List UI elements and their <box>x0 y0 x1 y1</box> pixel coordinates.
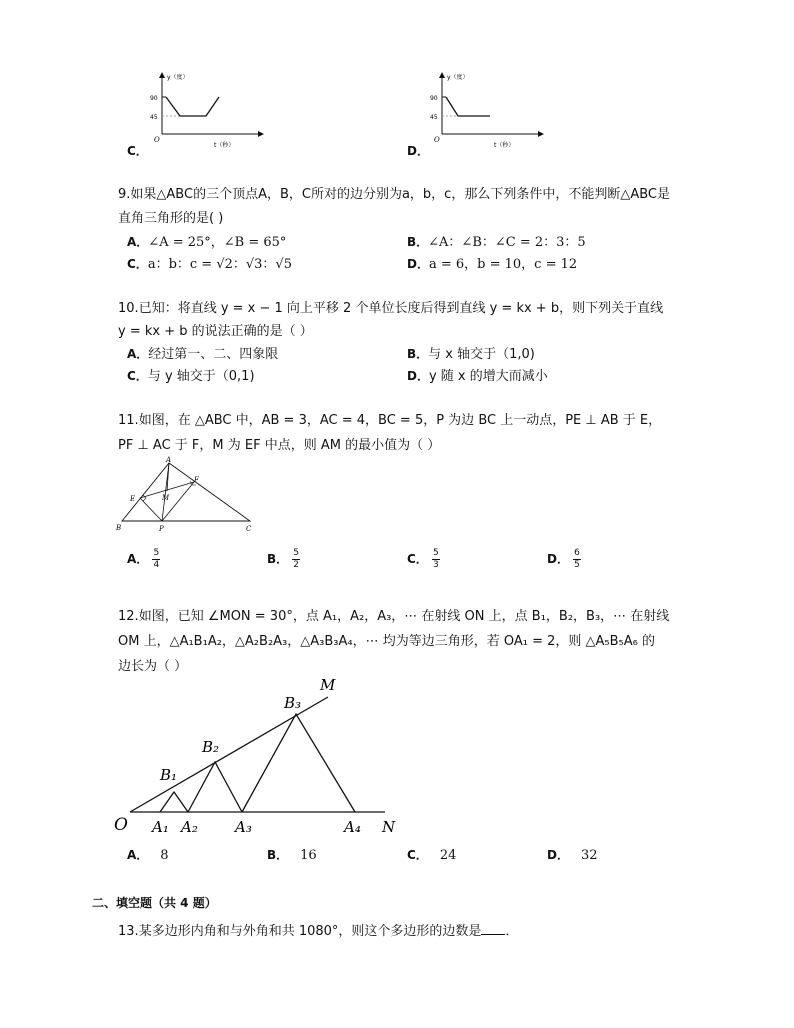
q11-figure <box>112 454 262 534</box>
tick-90: 90 <box>430 95 438 102</box>
q11-option-a[interactable]: A． $\frac{5}{4}$ <box>127 548 160 570</box>
label-c: C <box>246 525 252 533</box>
q11-stem-line1: 11.如图，在 △ABC 中，AB = 3，AC = 4，BC = 5，P 为边 BC 上一动点，PE ⊥ AB 于 E， <box>118 413 662 428</box>
q9-option-d[interactable]: D．a = 6，b = 10，c = 12 <box>407 257 578 272</box>
graph-d <box>420 70 550 155</box>
q12-figure <box>110 672 410 842</box>
origin-label: O <box>154 136 160 144</box>
label-a2: A₂ <box>181 818 198 836</box>
origin-label: O <box>434 136 440 144</box>
q9-option-c[interactable]: C．a：b：c = √2：√3：√5 <box>127 257 292 272</box>
question-13: 13.某多边形内角和与外角和共 1080°，则这个多边形的边数是 ． <box>118 924 519 939</box>
label-b2: B₂ <box>202 738 220 756</box>
q11-option-b[interactable]: B． $\frac{5}{2}$ <box>267 548 300 570</box>
q10-option-c[interactable]: C．与 y 轴交于（0,1) <box>127 369 255 384</box>
q10-stem-line1: 10.已知：将直线 y = x − 1 向上平移 2 个单位长度后得到直线 y = kx + b，则下列关于直线 <box>118 301 664 316</box>
label-p: P <box>159 525 164 533</box>
q10-stem-line2: y = kx + b 的说法正确的是（ ） <box>118 324 313 339</box>
option-label: C． <box>127 144 148 158</box>
q9-stem-line2: 直角三角形的是( ) <box>118 211 224 226</box>
label-m: M <box>162 494 170 502</box>
label-b1: B₁ <box>160 766 178 784</box>
label-b3: B₃ <box>284 694 302 712</box>
q12-option-d[interactable]: D． 32 <box>547 848 598 863</box>
section-title: 二、填空题（共 4 题） <box>92 896 217 910</box>
label-n: N <box>382 818 396 836</box>
q12-stem-line1: 12.如图，已知 ∠MON = 30°，点 A₁，A₂，A₃，⋯ 在射线 ON 上，点 B₁，B₂，B₃，⋯ 在射线 <box>118 609 670 624</box>
y-axis-label: y（度） <box>447 74 469 81</box>
tick-45: 45 <box>150 114 158 121</box>
label-a: A <box>166 456 172 464</box>
q11-option-d[interactable]: D． $\frac{6}{5}$ <box>547 548 580 570</box>
q9-option-a[interactable]: A．∠A = 25°，∠B = 65° <box>127 235 287 250</box>
q12-stem-line2: OM 上，△A₁B₁A₂，△A₂B₂A₃，△A₃B₃A₄，⋯ 均为等边三角形，若 OA₁ = 2，则 △A₅B₅A₆ 的 <box>118 634 655 649</box>
y-axis-label: y（度） <box>167 74 189 81</box>
q12-stem-line3: 边长为（ ） <box>118 659 188 674</box>
q11-stem-line2: PF ⊥ AC 于 F，M 为 EF 中点，则 AM 的最小值为（ ） <box>118 438 441 453</box>
q10-option-b[interactable]: B．与 x 轴交于（1,0) <box>407 347 535 362</box>
label-b: B <box>116 524 122 532</box>
label-a3: A₃ <box>235 818 252 836</box>
tick-45: 45 <box>430 114 438 121</box>
q9-stem-line1: 9.如果△ABC的三个顶点A，B，C所对的边分别为a，b，c，那么下列条件中，不能判断△ABC是 <box>118 187 670 202</box>
answer-blank[interactable] <box>481 934 505 935</box>
x-axis-label: t（秒） <box>494 142 515 149</box>
tick-90: 90 <box>150 95 158 102</box>
label-e: E <box>130 495 136 503</box>
graph-c <box>140 70 270 155</box>
label-a4: A₄ <box>344 818 361 836</box>
label-a1: A₁ <box>152 818 169 836</box>
q9-option-b[interactable]: B．∠A：∠B：∠C = 2：3：5 <box>407 235 586 250</box>
label-m: M <box>320 676 336 694</box>
q10-option-a[interactable]: A．经过第一、二、四象限 <box>127 347 279 362</box>
q10-option-d[interactable]: D．y 随 x 的增大而减小 <box>407 369 548 384</box>
option-label: D． <box>407 144 429 158</box>
q11-option-c[interactable]: C． $\frac{5}{3}$ <box>407 548 439 570</box>
x-axis-label: t（秒） <box>214 142 235 149</box>
label-o: O <box>114 815 128 835</box>
label-f: F <box>194 476 199 484</box>
q12-option-b[interactable]: B． 16 <box>267 848 317 863</box>
q12-option-c[interactable]: C． 24 <box>407 848 457 863</box>
q12-option-a[interactable]: A． 8 <box>127 848 169 863</box>
